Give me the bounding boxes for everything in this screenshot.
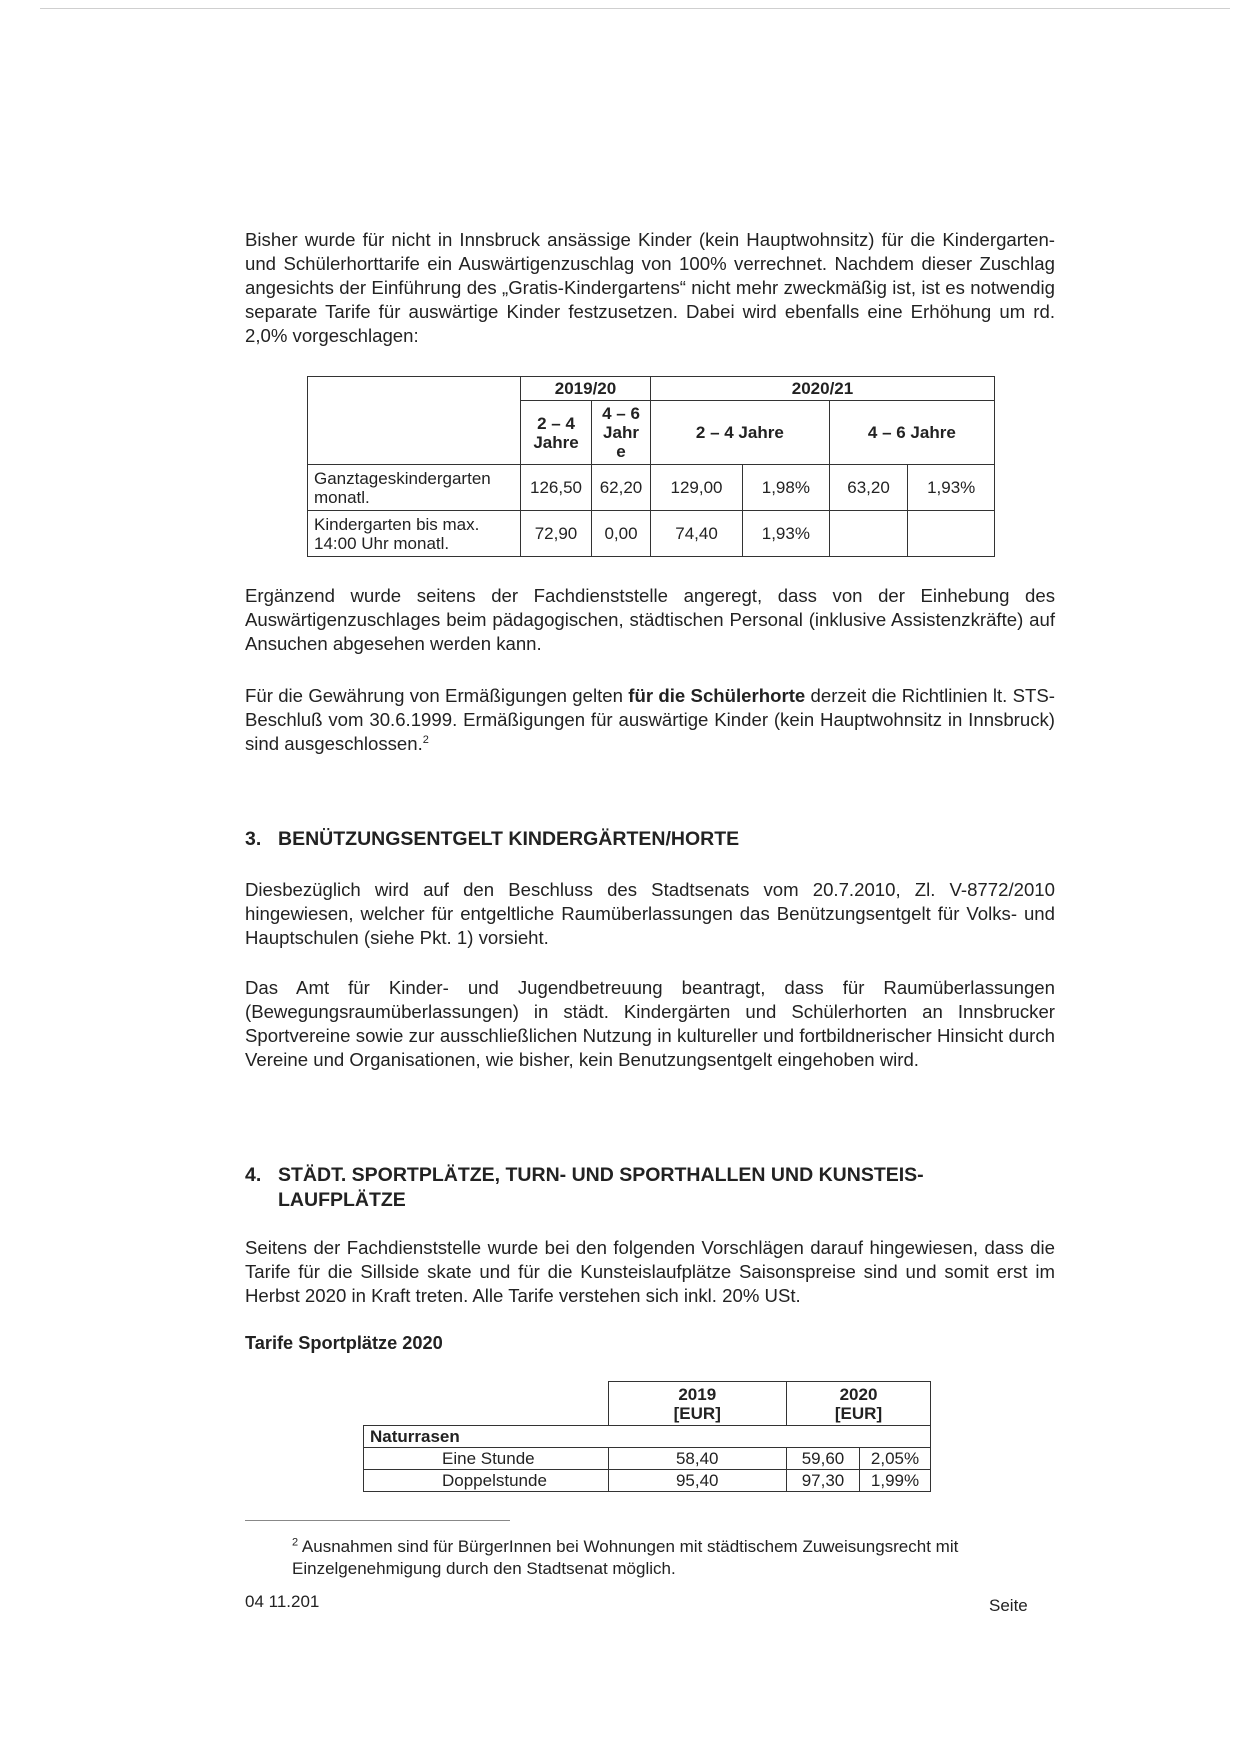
table-row	[308, 465, 995, 511]
footnote-separator	[245, 1520, 510, 1521]
table1-corner-cell	[308, 377, 521, 401]
cell-value: 72,90	[521, 511, 592, 557]
cell-value: 59,60	[787, 1448, 860, 1470]
section-4-title-line-2: LAUFPLÄTZE	[278, 1189, 406, 1211]
section-4-heading	[245, 1163, 924, 1213]
table1-col-2-4-2019: 2 – 4 Jahre	[521, 401, 592, 465]
table2-col-2020	[787, 1382, 931, 1426]
row-label: Kindergarten bis max. 14:00 Uhr monatl.	[308, 511, 521, 557]
discount-text-bold: für die Schülerhorte	[628, 685, 806, 706]
footnote-reference: 2	[422, 733, 429, 746]
table2-unit-2020: [EUR]	[834, 1403, 883, 1423]
sports-tariff-subheading: Tarife Sportplätze 2020	[245, 1333, 443, 1353]
footnote	[292, 1536, 1052, 1580]
cell-percent: 1,99%	[860, 1470, 931, 1492]
cell-value: 0,00	[592, 511, 651, 557]
table1-year1-header: 2019/20	[521, 377, 651, 401]
kindergarten-tariff-table	[307, 376, 995, 557]
row-label: Ganztageskindergarten monatl.	[308, 465, 521, 511]
table1-col-2-4-2020: 2 – 4 Jahre	[651, 401, 830, 465]
section-3-title: BENÜTZUNGSENTGELT KINDERGÄRTEN/HORTE	[278, 828, 740, 850]
cell-percent: 1,93%	[908, 465, 995, 511]
table2-year-2019: 2019	[678, 1384, 717, 1404]
cell-value: 95,40	[608, 1470, 787, 1492]
row-label: Eine Stunde	[364, 1448, 609, 1470]
table2-unit-2019: [EUR]	[673, 1403, 721, 1423]
section-3-paragraph-1: Diesbezüglich wird auf den Beschluss des Stadtsenats vom 20.7.2010, Zl. V-8772/2010 hingewiesen, welcher für entgeltliche Raumüberlassungen das Benützungsentgelt für Volks- und Hauptschulen (siehe Pkt. 1) vorsieht.	[245, 879, 1055, 948]
cell-percent	[908, 511, 995, 557]
table-row	[308, 511, 995, 557]
table1-year2-header: 2020/21	[651, 377, 995, 401]
section-3-number: 3.	[245, 828, 262, 850]
supplement-paragraph: Ergänzend wurde seitens der Fachdienststelle angeregt, dass von der Einhebung des Auswärtigenzuschlages beim pädagogischen, städtischen Personal (inklusive Assistenzkräfte) auf Ansuchen abgesehen werden kann.	[245, 585, 1055, 654]
cell-value: 58,40	[608, 1448, 787, 1470]
footer-date: 04 11.201	[245, 1592, 320, 1611]
cell-value: 63,20	[829, 465, 908, 511]
cell-value: 126,50	[521, 465, 592, 511]
sportsfield-tariff-table	[363, 1381, 931, 1492]
section-4-number: 4.	[245, 1164, 262, 1186]
discount-paragraph	[245, 684, 1055, 756]
footnote-marker: 2	[292, 1536, 299, 1549]
cell-value: 62,20	[592, 465, 651, 511]
cell-percent: 1,93%	[743, 511, 830, 557]
table2-year-2020: 2020	[839, 1384, 878, 1404]
discount-text-start: Für die Gewährung von Ermäßigungen gelten	[245, 685, 629, 706]
table-row	[364, 1470, 931, 1492]
table-row	[364, 1448, 931, 1470]
footnote-text: Ausnahmen sind für BürgerInnen bei Wohnungen mit städtischem Zuweisungsrecht mit Einzelgenehmigung durch den Stadtsenat möglich.	[292, 1537, 959, 1578]
cell-value: 129,00	[651, 465, 743, 511]
section-3-paragraph-2: Das Amt für Kinder- und Jugendbetreuung beantragt, dass für Raumüberlassungen (Bewegungsraumüberlassungen) in städt. Kindergärten und Schülerhorten an Innsbrucker Sportvereine sowie zur ausschließlichen Nutzung in kultureller und fortbildnerischer Hinsicht durch Vereine und Organisationen, wie bisher, kein Benutzungsentgelt eingehoben wird.	[245, 977, 1055, 1070]
table2-corner-cell	[364, 1382, 609, 1426]
table1-col-4-6-2020: 4 – 6 Jahre	[829, 401, 994, 465]
table2-group-label: Naturrasen	[364, 1426, 931, 1448]
top-scan-line	[40, 8, 1230, 9]
cell-percent: 2,05%	[860, 1448, 931, 1470]
intro-paragraph: Bisher wurde für nicht in Innsbruck ansässige Kinder (kein Hauptwohnsitz) für die Kindergarten- und Schülerhorttarife ein Auswärtigenzuschlag von 100% verrechnet. Nachdem dieser Zuschlag angesichts der Einführung des „Gratis-Kindergartens“ nicht mehr zweckmäßig ist, ist es notwendig separate Tarife für auswärtige Kinder festzusetzen. Dabei wird ebenfalls eine Erhöhung um rd. 2,0% vorgeschlagen:	[245, 229, 1055, 346]
cell-percent: 1,98%	[743, 465, 830, 511]
row-label: Doppelstunde	[364, 1470, 609, 1492]
table2-col-2019	[608, 1382, 787, 1426]
discount-text-end: derzeit die Richtlinien lt. STS-Beschluß vom 30.6.1999. Ermäßigungen für auswärtige Kinder (kein Hauptwohnsitz in Innsbruck) sind ausgeschlossen.	[245, 685, 1055, 754]
cell-value	[829, 511, 908, 557]
cell-value: 74,40	[651, 511, 743, 557]
section-4-paragraph: Seitens der Fachdienststelle wurde bei den folgenden Vorschlägen darauf hingewiesen, dass die Tarife für die Sillside skate und für die Kunsteislaufplätze Saisonspreise sind und somit erst im Herbst 2020 in Kraft treten. Alle Tarife verstehen sich inkl. 20% USt.	[245, 1237, 1055, 1306]
section-3-heading	[245, 827, 739, 852]
table1-blank-cell	[308, 401, 521, 465]
cell-value: 97,30	[787, 1470, 860, 1492]
table1-col-4-6-2019: 4 – 6 Jahr e	[592, 401, 651, 465]
section-4-title-line-1: STÄDT. SPORTPLÄTZE, TURN- UND SPORTHALLEN UND KUNSTEIS-	[278, 1164, 924, 1186]
footer-page-label: Seite	[989, 1596, 1028, 1615]
